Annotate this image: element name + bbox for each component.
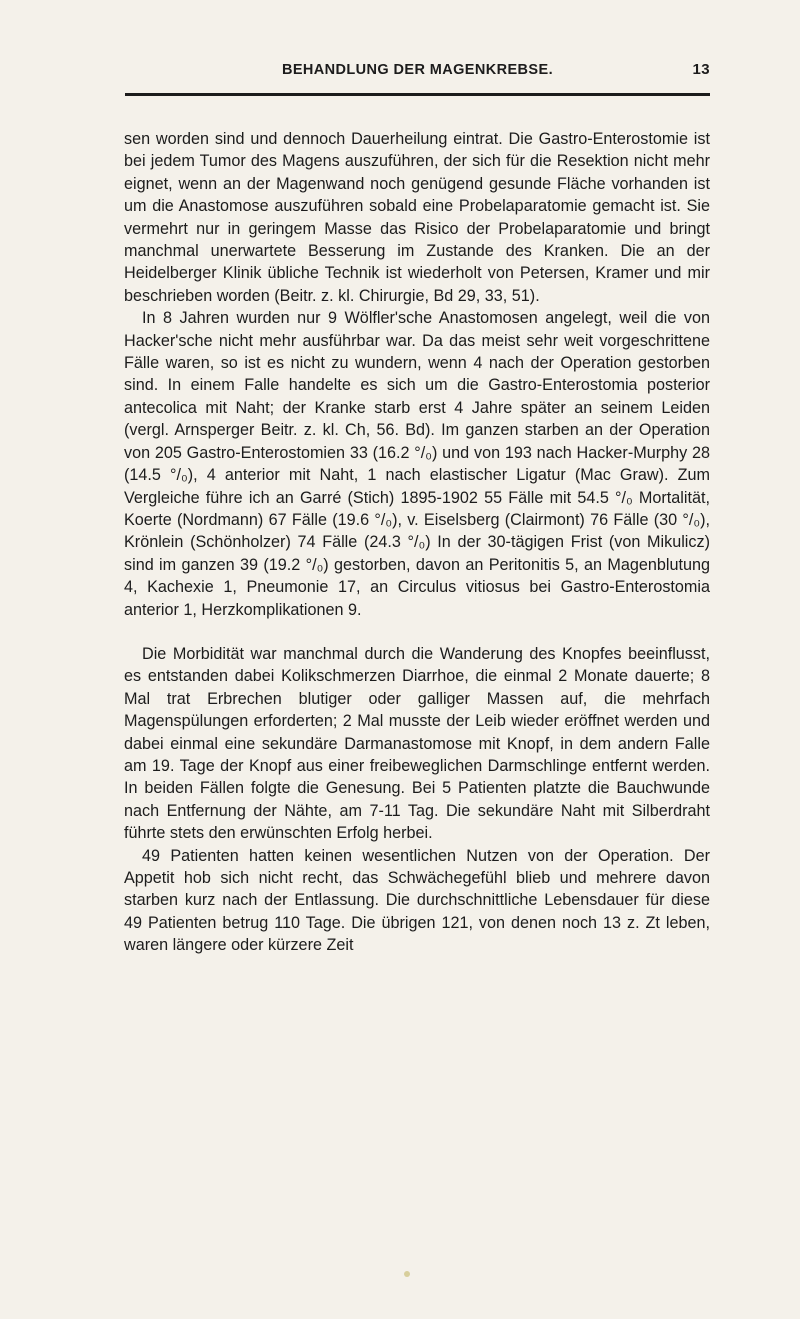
running-head xyxy=(125,58,710,84)
paragraph-3: Die Morbidität war manchmal durch die Wanderung des Knopfes beeinflusst, es entstanden dabei Kolikschmerzen Diarrhoe, die einmal 2 Monate dauerte; 8 Mal trat Erbrechen blutiger oder galliger Massen auf, die mehrfach Magenspülungen erforderten; 2 Mal musste der Leib wieder eröffnet werden und dabei einmal eine sekundäre Darmanastomose mit Knopf, in dem andern Falle am 19. Tage der Knopf aus einer freibeweglichen Darmschlinge entfernt werden. In beiden Fällen folgte die Genesung. Bei 5 Patienten platzte die Bauchwunde nach Entfernung der Nähte, am 7-11 Tag. Die sekundäre Naht mit Silberdraht führte stets den erwünschten Erfolg herbei. xyxy=(124,644,710,843)
paper-blemish xyxy=(404,1271,410,1277)
paragraph-2: In 8 Jahren wurden nur 9 Wölfler'sche Anastomosen angelegt, weil die von Hacker'sche nicht mehr ausführbar war. Da das meist sehr weit vorgeschrittene Fälle waren, so ist es nicht zu wundern, wenn 4 nach der Operation gestorben sind. In einem Falle handelte es sich um die Gastro-Enterostomia posterior antecolica mit Naht; der Kranke starb erst 4 Jahre später an seinem Leiden (vergl. Arnsperger Beitr. z. kl. Ch, 56. Bd). Im ganzen starben an der Operation von 205 Gastro-Enterostomien 33 (16.2 °/₀) und von 193 nach Hacker-Murphy 28 (14.5 °/₀), 4 anterior mit Naht, 1 nach elastischer Ligatur (Mac Graw). Zum Vergleiche führe ich an Garré (Stich) 1895-1902 55 Fälle mit 54.5 °/₀ Mortalität, Koerte (Nordmann) 67 Fälle (19.6 °/₀), v. Eiselsberg (Clairmont) 76 Fälle (30 °/₀), Krönlein (Schönholzer) 74 Fälle (24.3 °/₀) In der 30-tägigen Frist (von Mikulicz) sind im ganzen 39 (19.2 °/₀) gestorben, davon an Peritonitis 5, an Magenblutung 4, Kachexie 1, Pneumonie 17, an Circulus vitiosus bei Gastro-Enterostomia anterior 1, Herzkomplikationen 9. xyxy=(124,309,710,619)
page-number: 13 xyxy=(692,61,710,78)
paragraph-1: sen worden sind und dennoch Dauerheilung eintrat. Die Gastro-Enterostomie ist bei jedem Tumor des Magens auszuführen, der sich für die Resektion nicht mehr eignet, wenn an der Magenwand noch genügend gesunde Fläche vorhanden ist um die Anastomose auszuführen sobald eine Probelaparatomie gemacht ist. Sie vermehrt nur in geringem Masse das Risico der Probelaparatomie und bringt manchmal unerwartete Besserung im Zustande des Kranken. Die an der Heidelberger Klinik übliche Technik ist wiederholt von Petersen, Kramer und mir beschrieben worden (Beitr. z. kl. Chirurgie, Bd 29, 33, 51). xyxy=(124,130,710,305)
running-title: BEHANDLUNG DER MAGENKREBSE. xyxy=(281,62,553,78)
header-rule xyxy=(125,93,710,96)
text-body xyxy=(124,128,710,957)
paragraph-4: 49 Patienten hatten keinen wesentlichen Nutzen von der Operation. Der Appetit hob sich nicht recht, das Schwächegefühl blieb und mehrere davon starben kurz nach der Entlassung. Die durchschnittliche Lebensdauer für diese 49 Patienten betrug 110 Tage. Die übrigen 121, von denen noch 13 z. Zt leben, waren längere oder kürzere Zeit xyxy=(124,846,710,955)
